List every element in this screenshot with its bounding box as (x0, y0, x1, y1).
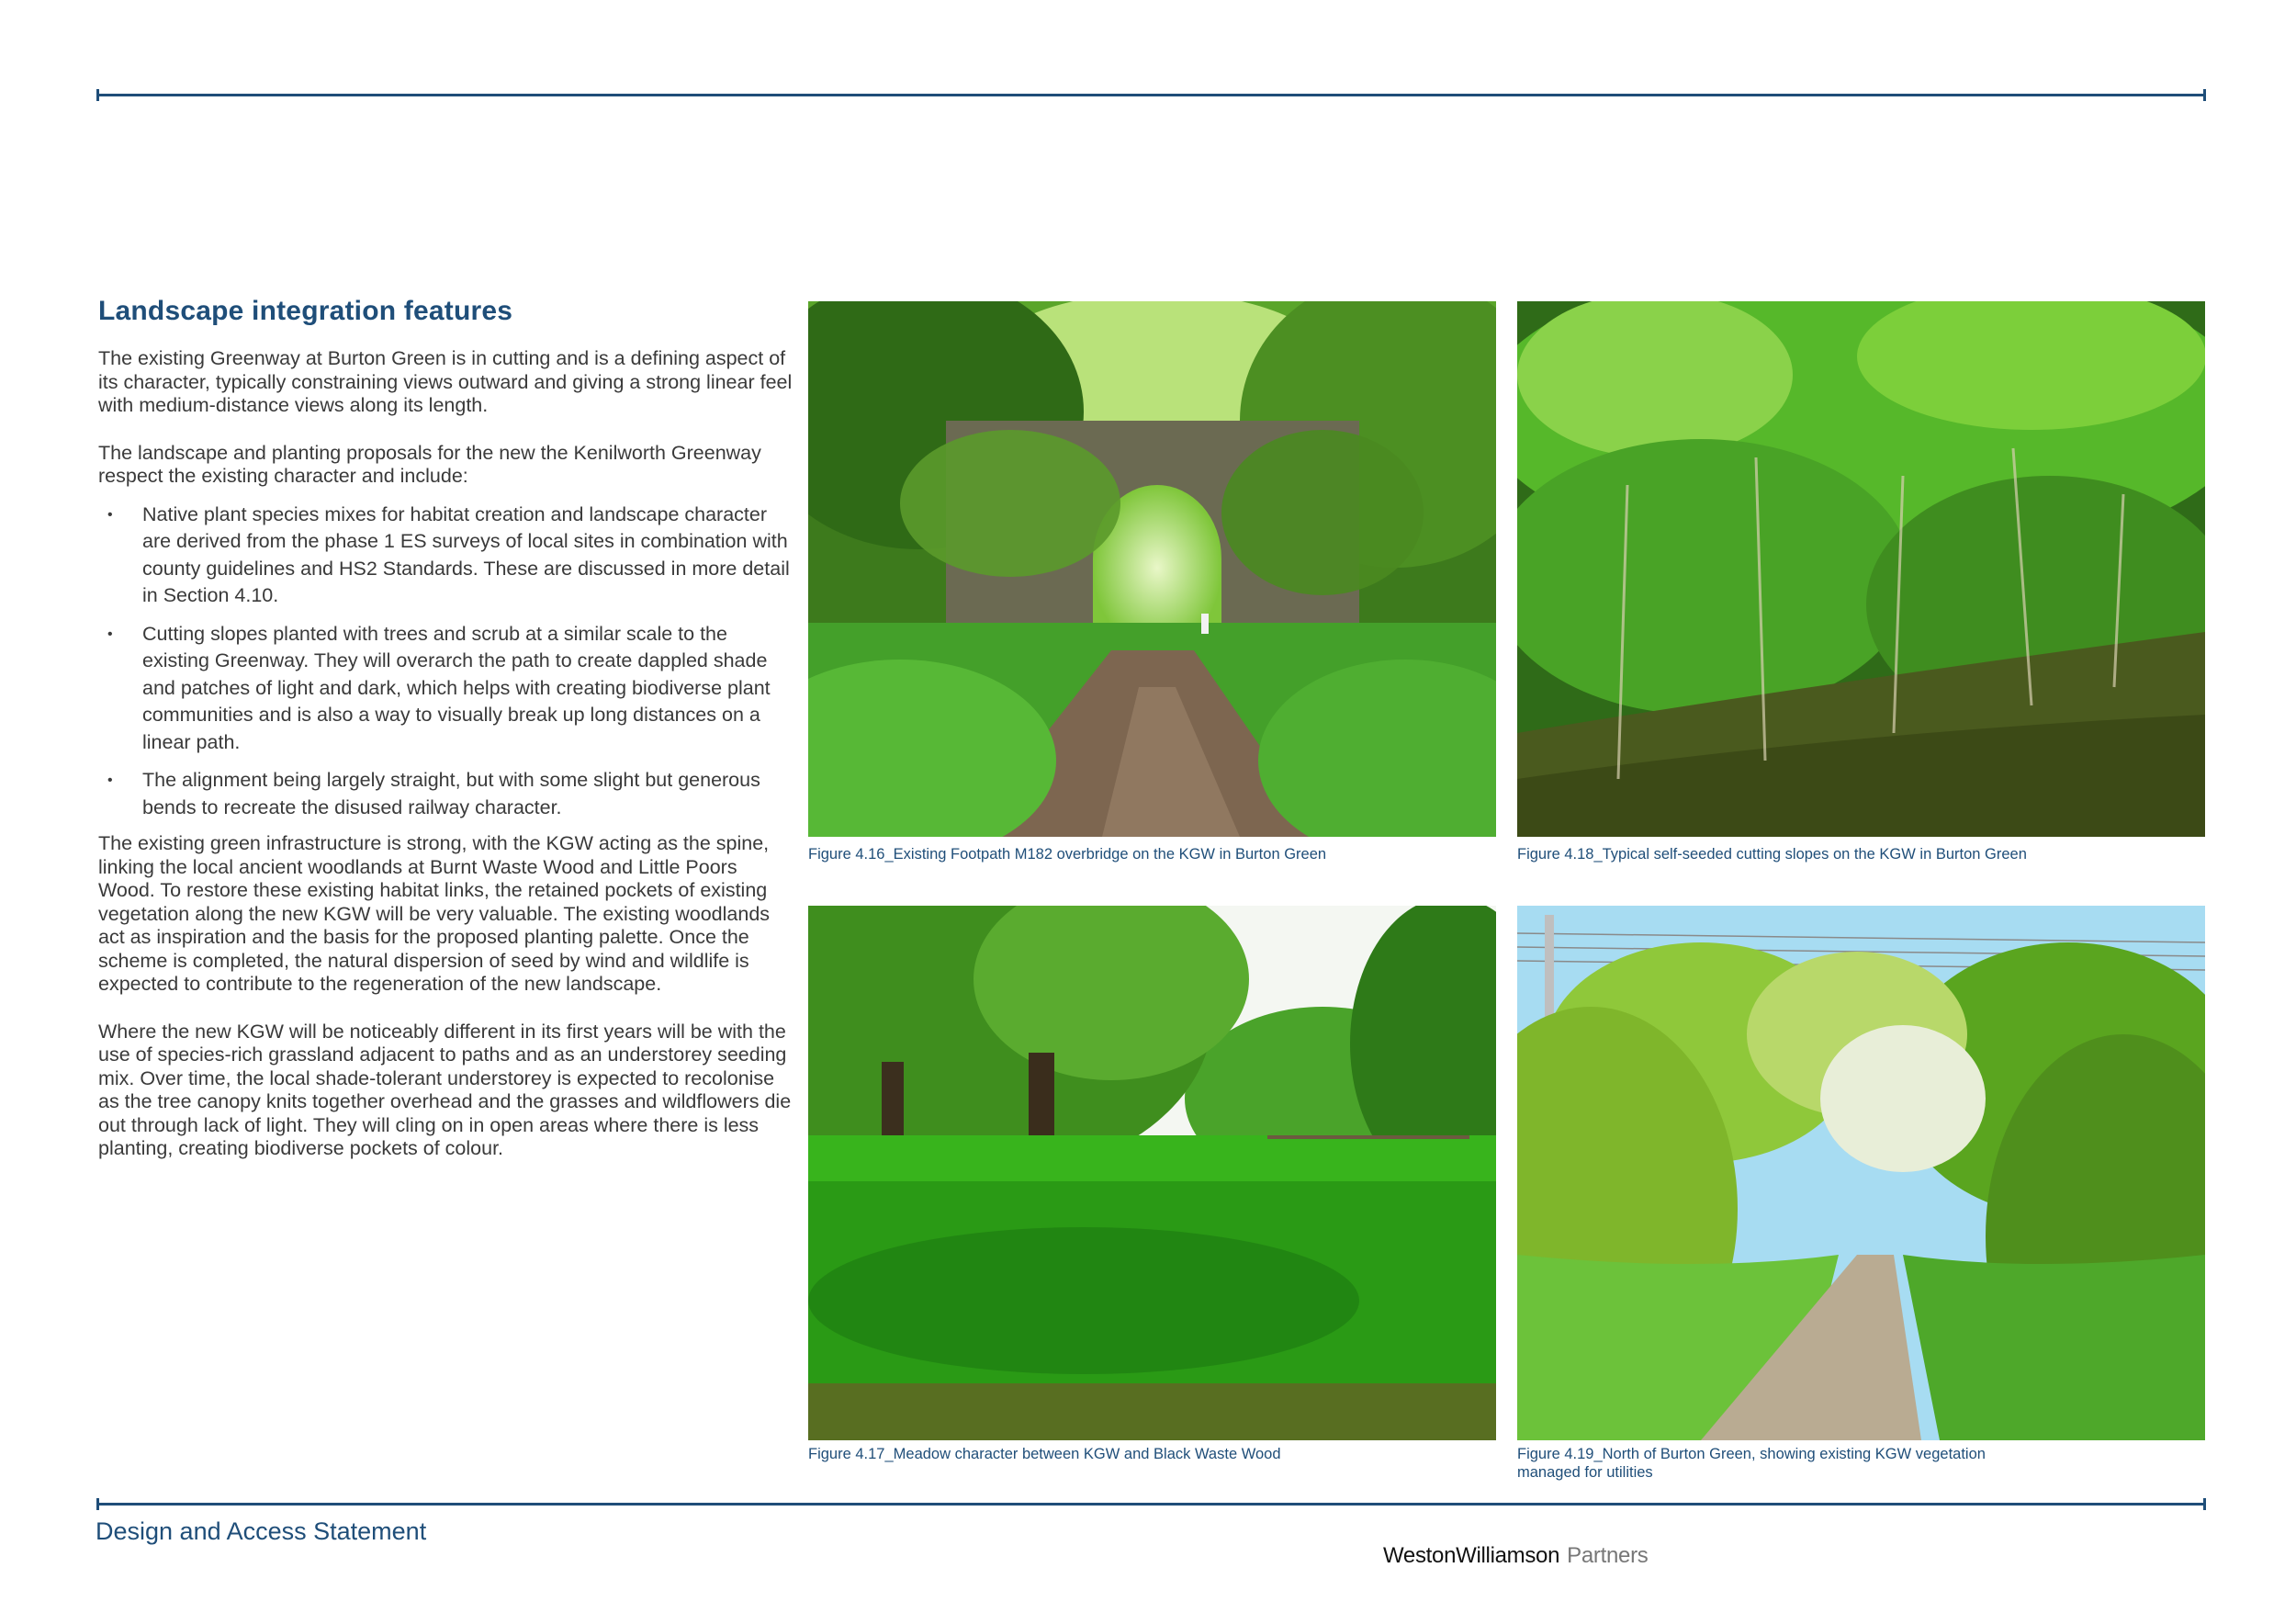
bullet-icon: • (107, 626, 113, 642)
bullet-icon: • (107, 773, 113, 788)
figure-caption: Figure 4.18_Typical self-seeded cutting slopes on the KGW in Burton Green (1517, 846, 2027, 863)
brand-name: WestonWilliamson (1383, 1543, 1560, 1568)
intro-paragraph: The existing Greenway at Burton Green is in cutting and is a defining aspect of its character, typically constraining views outward and giving a strong linear feel with medium-distance views along its length. (98, 347, 793, 416)
text-column (98, 296, 796, 1185)
list-item-text: The alignment being largely straight, but with some slight but generous bends to recreate the disused railway character. (142, 769, 760, 818)
list-item (98, 502, 796, 610)
list-item (98, 767, 796, 821)
figure-caption: Figure 4.16_Existing Footpath M182 overbridge on the KGW in Burton Green (808, 846, 1327, 863)
document-title: Design and Access Statement (96, 1517, 427, 1545)
section-heading: Landscape integration features (98, 296, 513, 326)
bullet-icon: • (107, 506, 113, 523)
list-item-text: Native plant species mixes for habitat creation and landscape character are derived from the phase 1 ES surveys of local sites in combination with county guidelines and HS2 Standards. These are discussed in more detail in Section 4.10. (142, 502, 790, 606)
features-list (98, 502, 796, 822)
meadow-photo (808, 906, 1496, 1440)
header-rule (96, 94, 2206, 96)
cutting-slopes-photo (1517, 301, 2205, 837)
brand-logo (1383, 1543, 1648, 1569)
proposals-paragraph: The landscape and planting proposals for the new the Kenilworth Greenway respect the existing character and include: (98, 441, 761, 487)
utilities-path-photo (1517, 906, 2205, 1440)
grassland-paragraph: Where the new KGW will be noticeably different in its first years will be with the use of species-rich grassland adjacent to paths and as an understorey seeding mix. Over time, the local shade-tolerant understorey is expected to recolonise as the tree canopy knits together overhead and the grasses and wildflowers die out through lack of light. They will cling on in open areas where there is less planting, creating biodiverse pockets of colour. (98, 1020, 792, 1159)
overbridge-photo (808, 301, 1496, 837)
figure-caption: Figure 4.17_Meadow character between KGW and Black Waste Wood (808, 1446, 1281, 1462)
brand-suffix: Partners (1567, 1543, 1649, 1568)
footer-rule (96, 1503, 2206, 1506)
list-item (98, 621, 796, 757)
list-item-text: Cutting slopes planted with trees and scrub at a similar scale to the existing Greenway. They will overarch the path to create dappled shade and patches of light and dark, which helps with creating biodiverse plant communities and is also a way to visually break up long distances on a linear path. (142, 622, 771, 753)
green-infrastructure-paragraph: The existing green infrastructure is strong, with the KGW acting as the spine, linking the local ancient woodlands at Burnt Waste Wood and Little Poors Wood. To restore these existing habitat links, the retained pockets of existing vegetation along the new KGW will be very valuable. The existing woodlands act as inspiration and the basis for the proposed planting palette. Once the scheme is completed, the natural dispersion of seed by wind and wildlife is expected to contribute to the regeneration of the new landscape. (98, 832, 771, 995)
figure-caption: Figure 4.19_North of Burton Green, showing existing KGW vegetation managed for utilities (1517, 1446, 1986, 1481)
